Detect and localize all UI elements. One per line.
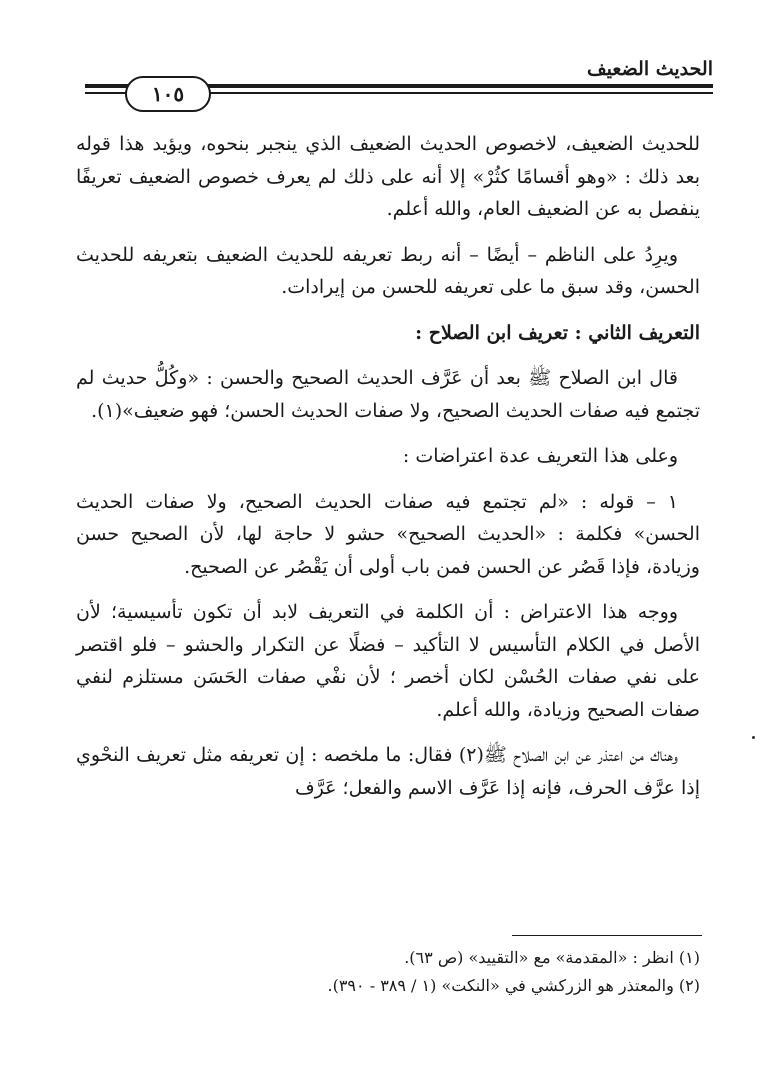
page-header — [85, 56, 713, 108]
page-number: ١٠٥ — [125, 76, 211, 112]
running-title: الحديث الضعيف — [587, 58, 713, 80]
footnotes — [180, 944, 700, 1000]
paragraph-6: ووجه هذا الاعتراض : أن الكلمة في التعريف لابد أن تكون تأسيسية؛ لأن الأصل في الكلام التأسيس لا التأكيد – فضلًا عن التكرار والحشو – فلو اقتصر على نفي صفات الحُسْن لكان أخصر ؛ لأن نفْي صفات الحَسَن مستلزم لنفي صفات الصحيح وزيادة، والله أعلم. — [76, 601, 700, 721]
footnote-1: (١) انظر : «المقدمة» مع «التقييد» (ص ٦٣). — [404, 948, 700, 967]
paragraph-2: ويرِدُ على الناظم – أيضًا – أنه ربط تعريفه للحديث الضعيف بتعريفه للحديث الحسن، وقد سبق ما على تعريفه للحسن من إيرادات. — [76, 243, 700, 298]
scan-speck — [752, 736, 755, 739]
section-heading: التعريف الثاني : تعريف ابن الصلاح : — [415, 321, 700, 344]
paragraph-5: ١ – قوله : «لم تجتمع فيه صفات الحديث الصحيح، ولا صفات الحديث الحسن» فكلمة : «الحديث الصحيح» حشو لا حاجة لها، لأن الصحيح حسن وزيادة، فإذا قَصُر عن الحسن فمن باب أولى أن يَقْصُر عن الصحيح. — [76, 490, 700, 578]
footnote-2: (٢) والمعتذر هو الزركشي في «النكت» (١ / ٣٨٩ - ٣٩٠). — [327, 976, 700, 995]
paragraph-4: وعلى هذا التعريف عدة اعتراضات : — [402, 445, 678, 467]
footnote-separator — [512, 935, 702, 936]
main-text — [76, 128, 700, 804]
paragraph-3: قال ابن الصلاح ﷺ بعد أن عَرَّف الحديث الصحيح والحسن : «وكُلُّ حديث لم تجتمع فيه صفات الحديث الصحيح، ولا صفات الحديث الحسن؛ فهو ضعيف»(١). — [76, 367, 700, 422]
paragraph-7: وهناك من اعتذر عن ابن الصلاح ﷺ(٢) فقال: ما ملخصه : إن تعريفه مثل تعريف النحْوي إذا عرَّف الحرف، فإنه إذا عَرَّف الاسم والفعل؛ عَرَّف — [76, 744, 700, 799]
paragraph-1: للحديث الضعيف، لاخصوص الحديث الضعيف الذي ينجبر بنحوه، ويؤيد هذا قوله بعد ذلك : «وهو أقسامًا كثُرْ» إلا أنه على ذلك لم يعرف خصوص الضعيف تعريفًا ينفصل به عن الضعيف العام، والله أعلم. — [76, 133, 700, 220]
